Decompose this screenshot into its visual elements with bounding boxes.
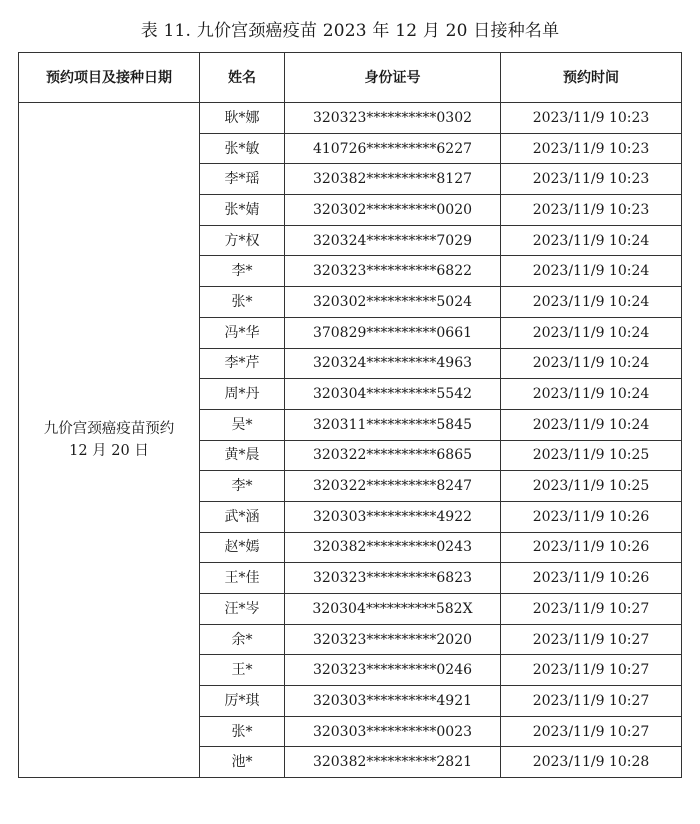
id-number-cell: 320323**********6822 <box>285 256 501 287</box>
name-cell: 方*权 <box>200 225 285 256</box>
appointment-time-cell: 2023/11/9 10:24 <box>501 256 682 287</box>
appointment-time-cell: 2023/11/9 10:28 <box>501 747 682 778</box>
id-number-cell: 320304**********5542 <box>285 379 501 410</box>
header-appointment-time: 预约时间 <box>501 53 682 103</box>
name-cell: 周*丹 <box>200 379 285 410</box>
appointment-time-cell: 2023/11/9 10:23 <box>501 195 682 226</box>
name-cell: 武*涵 <box>200 501 285 532</box>
appointment-time-cell: 2023/11/9 10:26 <box>501 501 682 532</box>
id-number-cell: 320323**********2020 <box>285 624 501 655</box>
id-number-cell: 320323**********0246 <box>285 655 501 686</box>
name-cell: 汪*岑 <box>200 594 285 625</box>
id-number-cell: 320382**********0243 <box>285 532 501 563</box>
name-cell: 赵*嫣 <box>200 532 285 563</box>
name-cell: 张*敏 <box>200 133 285 164</box>
id-number-cell: 320322**********8247 <box>285 471 501 502</box>
table-row <box>19 103 682 134</box>
id-number-cell: 320323**********6823 <box>285 563 501 594</box>
name-cell: 厉*琪 <box>200 686 285 717</box>
name-cell: 冯*华 <box>200 317 285 348</box>
name-cell: 张*婧 <box>200 195 285 226</box>
appointment-time-cell: 2023/11/9 10:27 <box>501 594 682 625</box>
appointment-time-cell: 2023/11/9 10:23 <box>501 133 682 164</box>
appointment-time-cell: 2023/11/9 10:26 <box>501 532 682 563</box>
name-cell: 余* <box>200 624 285 655</box>
id-number-cell: 320304**********582X <box>285 594 501 625</box>
name-cell: 张* <box>200 716 285 747</box>
name-cell: 李*芹 <box>200 348 285 379</box>
appointment-time-cell: 2023/11/9 10:27 <box>501 686 682 717</box>
appointment-time-cell: 2023/11/9 10:24 <box>501 379 682 410</box>
id-number-cell: 320324**********4963 <box>285 348 501 379</box>
appointment-time-cell: 2023/11/9 10:24 <box>501 317 682 348</box>
appointment-time-cell: 2023/11/9 10:25 <box>501 471 682 502</box>
appointment-time-cell: 2023/11/9 10:24 <box>501 225 682 256</box>
name-cell: 耿*娜 <box>200 103 285 134</box>
name-cell: 李* <box>200 471 285 502</box>
appointment-time-cell: 2023/11/9 10:27 <box>501 655 682 686</box>
appointment-time-cell: 2023/11/9 10:26 <box>501 563 682 594</box>
name-cell: 池* <box>200 747 285 778</box>
table-body <box>19 103 682 778</box>
name-cell: 王*佳 <box>200 563 285 594</box>
appointment-time-cell: 2023/11/9 10:24 <box>501 409 682 440</box>
id-number-cell: 370829**********0661 <box>285 317 501 348</box>
header-row <box>19 53 682 103</box>
id-number-cell: 320303**********4922 <box>285 501 501 532</box>
appointment-time-cell: 2023/11/9 10:24 <box>501 287 682 318</box>
id-number-cell: 320322**********6865 <box>285 440 501 471</box>
id-number-cell: 320382**********2821 <box>285 747 501 778</box>
id-number-cell: 320302**********5024 <box>285 287 501 318</box>
id-number-cell: 320323**********0302 <box>285 103 501 134</box>
id-number-cell: 320382**********8127 <box>285 164 501 195</box>
appointment-time-cell: 2023/11/9 10:25 <box>501 440 682 471</box>
id-number-cell: 410726**********6227 <box>285 133 501 164</box>
name-cell: 李*瑶 <box>200 164 285 195</box>
name-cell: 张* <box>200 287 285 318</box>
name-cell: 李* <box>200 256 285 287</box>
appointment-time-cell: 2023/11/9 10:24 <box>501 348 682 379</box>
name-cell: 黄*晨 <box>200 440 285 471</box>
id-number-cell: 320303**********0023 <box>285 716 501 747</box>
appointment-time-cell: 2023/11/9 10:23 <box>501 164 682 195</box>
name-cell: 吴* <box>200 409 285 440</box>
table-title: 表 11. 九价宫颈癌疫苗 2023 年 12 月 20 日接种名单 <box>140 21 560 41</box>
group-label-vaccine: 九价宫颈癌疫苗预约 <box>43 421 175 438</box>
group-cell-vaccine-date <box>19 103 200 778</box>
id-number-cell: 320311**********5845 <box>285 409 501 440</box>
header-id-number: 身份证号 <box>285 53 501 103</box>
id-number-cell: 320324**********7029 <box>285 225 501 256</box>
id-number-cell: 320303**********4921 <box>285 686 501 717</box>
header-appointment-item-date: 预约项目及接种日期 <box>19 53 200 103</box>
appointment-time-cell: 2023/11/9 10:27 <box>501 624 682 655</box>
group-label-date: 12 月 20 日 <box>69 443 149 460</box>
appointment-time-cell: 2023/11/9 10:23 <box>501 103 682 134</box>
vaccination-list-table <box>18 52 682 778</box>
id-number-cell: 320302**********0020 <box>285 195 501 226</box>
header-name: 姓名 <box>200 53 285 103</box>
appointment-time-cell: 2023/11/9 10:27 <box>501 716 682 747</box>
name-cell: 王* <box>200 655 285 686</box>
